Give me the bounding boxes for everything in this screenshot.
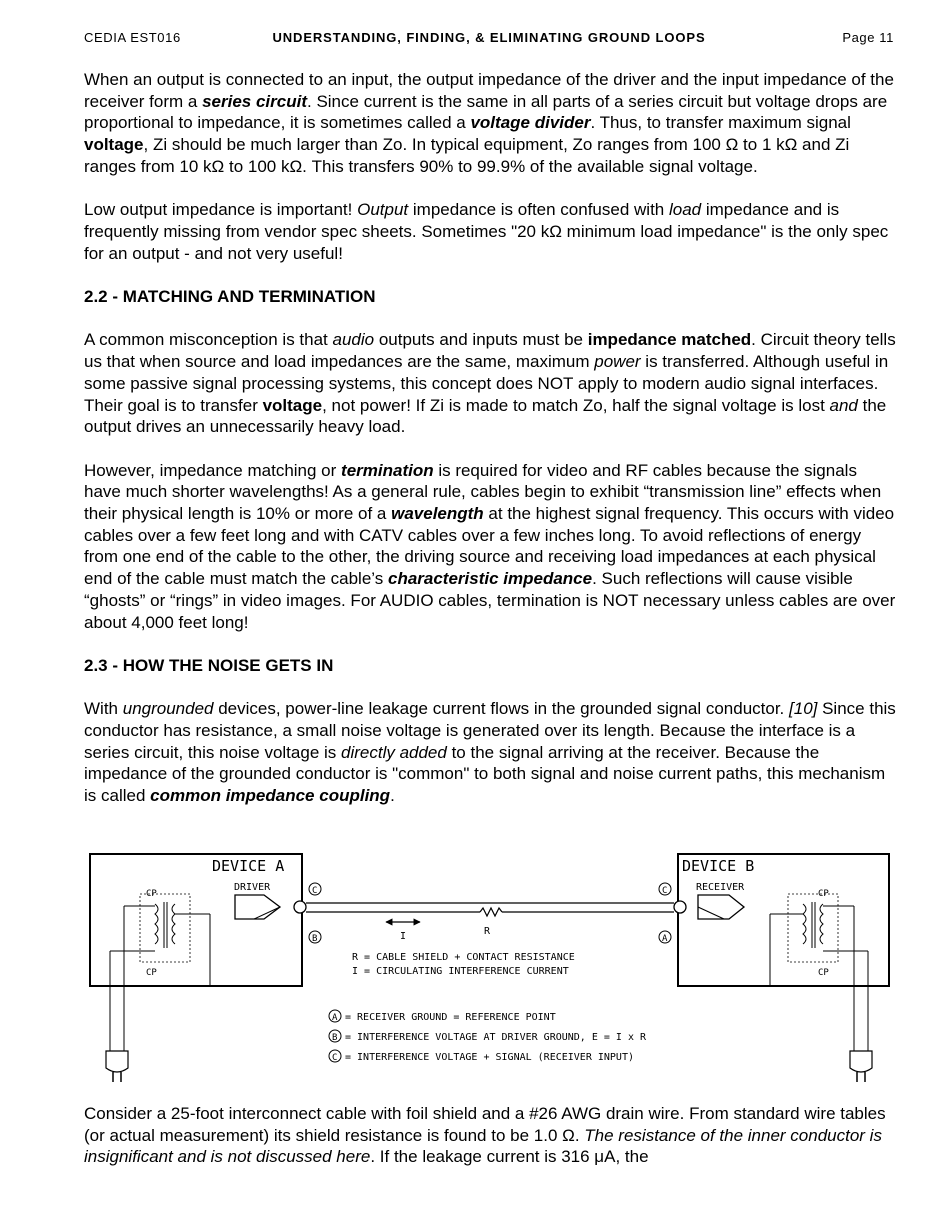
page-header [84,30,894,48]
driver-label: DRIVER [234,882,271,893]
receiver-amplifier [696,882,745,919]
svg-text:= RECEIVER GROUND = REFERENCE: = RECEIVER GROUND = REFERENCE POINT [345,1012,556,1023]
legend-current: I = CIRCULATING INTERFERENCE CURRENT [352,966,569,977]
device-b-box [678,854,889,986]
interconnect-cable [306,903,674,942]
connector-b-jack [674,901,686,913]
svg-text:B: B [312,934,318,944]
key-c [329,1050,634,1063]
current-label: I [400,931,407,942]
svg-text:A: A [662,934,668,944]
svg-text:= INTERFERENCE VOLTAGE + SIGNA: = INTERFERENCE VOLTAGE + SIGNAL (RECEIVER INPUT) [345,1052,634,1063]
paragraph-termination: However, impedance matching or termination is required for video and RF cables because the signals have much shorter wavelengths! As a general rule, cables begin to exhibit “transmission line” effects when their physical length is 10% or more of a wavelength at the highest signal frequency. This occurs with video cables over a few feet long and with CATV cables over a few inches long. To avoid reflections of energy from one end of the cable to the other, the driving source and receiving load impedances at each physical end of the cable must match the cable’s characteristic impedance. Such reflections will cause visible “ghosts” or “rings” in video images. For AUDIO cables, termination is NOT necessary unless cables are over about 4,000 feet long! [84,460,896,632]
device-a-box [90,854,302,986]
device-a-power-supply [110,889,210,1051]
marker-a-receiver [659,931,671,944]
cp-label-b-bottom: CP [818,968,829,978]
receiver-label: RECEIVER [696,882,745,893]
paragraph-output-impedance: Low output impedance is important! Output impedance is often confused with load impedance and is frequently missing from vendor spec sheets. Sometimes "20 kΩ minimum load impedance" is the only spec for an output - and not very useful! [84,200,889,263]
device-b-plug [850,1051,872,1082]
svg-text:= INTERFERENCE VOLTAGE AT DRIV: = INTERFERENCE VOLTAGE AT DRIVER GROUND, E = I x R [345,1032,647,1043]
marker-c-driver [309,883,321,896]
body-text-continued [84,1103,896,1168]
svg-text:B: B [332,1033,338,1043]
ground-loop-diagram [84,846,894,1086]
shield-resistor [480,908,502,916]
svg-text:C: C [662,886,668,896]
paragraph-cable-example: Consider a 25-foot interconnect cable with foil shield and a #26 AWG drain wire. From standard wire tables (or actual measurement) its shield resistance is found to be 1.0 Ω. The resistance of the inner conductor is insignificant and is not discussed here. If the leakage current is 316 μA, the [84,1104,886,1167]
section-heading-matching: 2.2 - MATCHING AND TERMINATION [84,287,376,306]
marker-b-driver [309,931,321,944]
cp-label-b-top: CP [818,889,829,899]
svg-text:A: A [332,1013,338,1023]
svg-text:C: C [312,886,318,896]
device-b-label: DEVICE B [682,857,755,875]
resistor-label: R [484,926,491,937]
device-a-plug [106,1051,128,1082]
key-b [329,1030,647,1043]
cp-label-a-bottom: CP [146,968,157,978]
connector-a-jack [294,901,306,913]
device-b-power-supply [770,889,868,1051]
header-page-number: Page 11 [842,30,894,45]
header-doc-id: CEDIA EST016 [84,30,181,45]
paragraph-series-circuit: When an output is connected to an input, the output impedance of the driver and the input impedance of the receiver form a series circuit. Since current is the same in all parts of a series circuit but voltage drops are proportional to impedance, it is sometimes called a voltage divider. Thus, to transfer maximum signal voltage, Zi should be much larger than Zo. In typical equipment, Zo ranges from 100 Ω to 1 kΩ and Zi ranges from 10 kΩ to 100 kΩ. This transfers 90% to 99.9% of the available signal voltage. [84,70,894,176]
header-title: UNDERSTANDING, FINDING, & ELIMINATING GROUND LOOPS [272,30,706,45]
key-a [329,1010,556,1023]
cp-label-a-top: CP [146,889,157,899]
device-a-label: DEVICE A [212,857,285,875]
svg-text:C: C [332,1053,338,1063]
legend-resistance: R = CABLE SHIELD + CONTACT RESISTANCE [352,952,575,963]
paragraph-impedance-matching: A common misconception is that audio outputs and inputs must be impedance matched. Circuit theory tells us that when source and load impedances are the same, maximum power is transferred. Although useful in some passive signal processing systems, this concept does NOT apply to modern audio signal interfaces. Their goal is to transfer voltage, not power! If Zi is made to match Zo, half the signal voltage is lost and the output drives an unnecessarily heavy load. [84,330,896,437]
marker-c-receiver [659,883,671,896]
body-text [84,69,896,829]
paragraph-noise-coupling: With ungrounded devices, power-line leakage current flows in the grounded signal conductor. [10] Since this conductor has resistance, a small noise voltage is generated over its length. Because the interface is a series circuit, this noise voltage is directly added to the signal arriving at the receiver. Because the impedance of the grounded conductor is "common" to both signal and noise current paths, this mechanism is called common impedance coupling. [84,699,896,806]
section-heading-noise: 2.3 - HOW THE NOISE GETS IN [84,655,334,675]
driver-amplifier [234,882,280,919]
